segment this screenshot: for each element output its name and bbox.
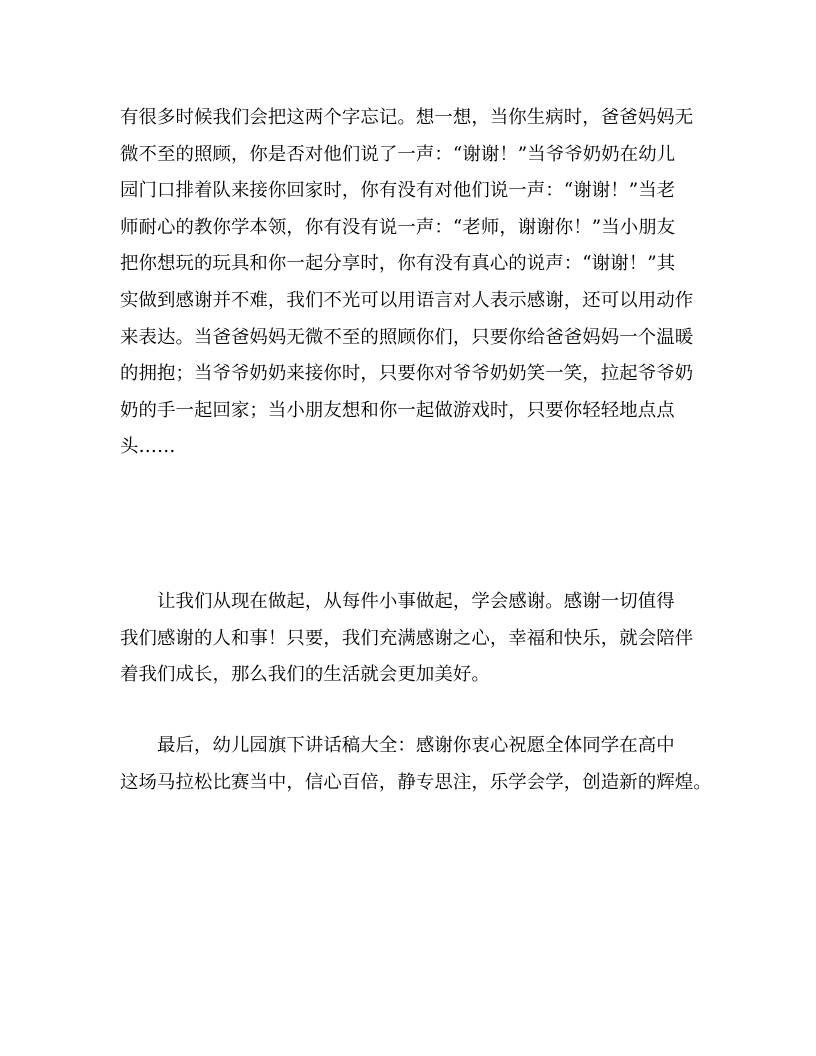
text-line: 微不至的照顾，你是否对他们说了一声：“谢谢！”当爷爷奶奶在幼儿	[120, 143, 676, 165]
text-line: 的拥抱；当爷爷奶奶来接你时，只要你对爷爷奶奶笑一笑，拉起爷爷奶	[120, 363, 694, 385]
paragraph-thanks-examples	[120, 100, 696, 466]
text-line: 着我们成长，那么我们的生活就会更加美好。	[120, 664, 490, 686]
text-line: 实做到感谢并不难，我们不光可以用语言对人表示感谢，还可以用动作	[120, 289, 694, 311]
text-line: 这场马拉松比赛当中，信心百倍，静专思注，乐学会学，创造新的辉煌。	[120, 771, 712, 793]
text-line: 来表达。当爸爸妈妈无微不至的照顾你们，只要你给爸爸妈妈一个温暖	[120, 326, 694, 348]
text-line: 把你想玩的玩具和你一起分享时，你有没有真心的说声：“谢谢！”其	[120, 253, 676, 275]
text-line: 让我们从现在做起，从每件小事做起，学会感谢。感谢一切值得	[120, 591, 675, 612]
text-line: 头……	[120, 436, 176, 458]
text-line: 奶的手一起回家；当小朋友想和你一起做游戏时，只要你轻轻地点点	[120, 399, 675, 421]
text-line: 我们感谢的人和事！只要，我们充满感谢之心，幸福和快乐，就会陪伴	[120, 627, 694, 649]
text-line: 师耐心的教你学本领，你有没有说一声：“老师，谢谢你！”当小朋友	[120, 216, 676, 238]
text-line: 园门口排着队来接你回家时，你有没有对他们说一声：“谢谢！”当老	[120, 180, 676, 202]
text-line: 最后，幼儿园旗下讲话稿大全：感谢你衷心祝愿全体同学在高中	[120, 735, 675, 756]
paragraph-closing	[120, 728, 712, 801]
text-line: 有很多时候我们会把这两个字忘记。想一想，当你生病时，爸爸妈妈无	[120, 107, 694, 128]
paragraph-call-to-action	[120, 584, 696, 694]
